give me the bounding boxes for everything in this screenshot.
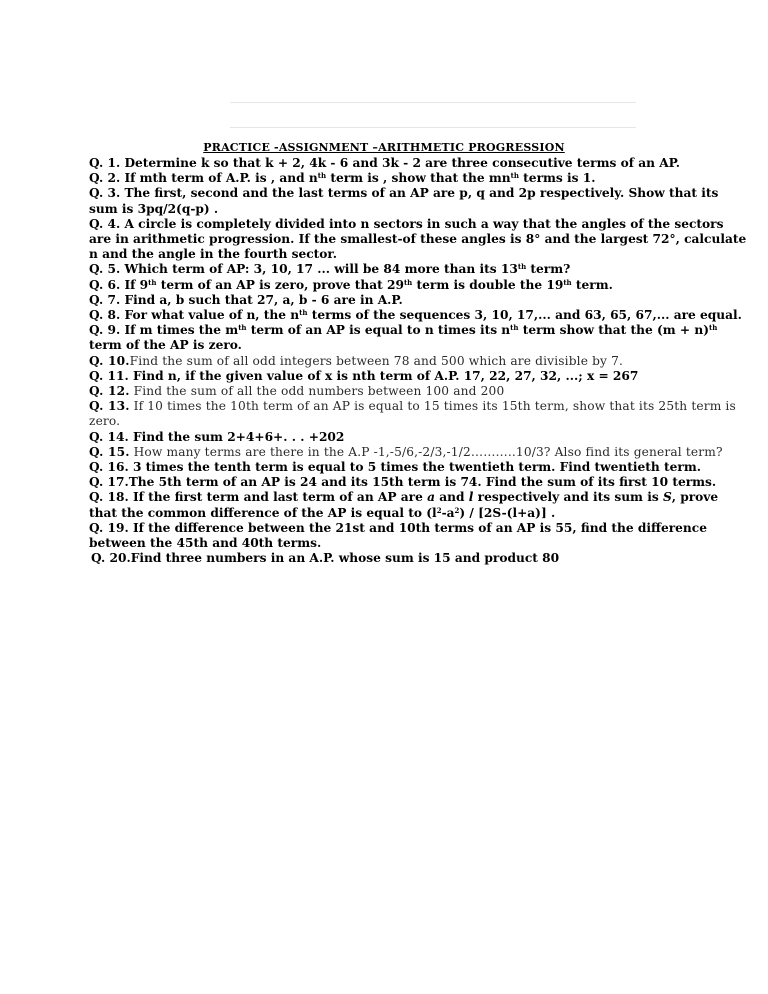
question-9: Q. 9. If m times the $m^{th}$ term of an AP is equal to n times its $n^{th}$ term show that the $(m + n)^{th}$ term of the AP is zero. <box>89 323 718 353</box>
question-1: Q. 1. Determine k so that k + 2, 4k - 6 and 3k - 2 are three consecutive terms of an AP. <box>89 156 681 170</box>
question-6: Q. 6. If 9th term of an AP is zero, prove that 29th term is double the 19th term. <box>89 277 613 292</box>
question-16: Q. 16. 3 times the tenth term is equal to 5 times the twentieth term. Find twentieth term. <box>89 460 701 475</box>
question-10: Q. 10.Find the sum of all odd integers between 78 and 500 which are divisible by 7. <box>89 353 624 368</box>
question-19: Q. 19. If the difference between the 21st and 10th terms of an AP is 55, find the difference between the 45th and 40th terms. <box>89 520 707 551</box>
question-20: Q. 20.Find three numbers in an A.P. whose sum is 15 and product 80 <box>91 551 560 566</box>
question-3: Q. 3. The first, second and the last terms of an AP are p, q and 2p respectively. Show that its sum is 3pq/2(q-p) . <box>89 186 719 216</box>
question-2: Q. 2. If mth term of A.P. is , and $n^{th}$ term is , show that the $mn^{th}$ terms is 1. <box>89 171 596 186</box>
header-rule-top <box>230 102 636 103</box>
question-18: Q. 18. If the first term and last term of an AP are a and l respectively and its sum is S, prove that the common difference of the AP is equal to $(l^2-a^2) / [2S-(l+a)]$ . <box>89 490 719 520</box>
question-5: Q. 5. Which term of AP: 3, 10, 17 ... will be 84 more than its 13th term? <box>89 262 571 277</box>
question-12: Q. 12. Find the sum of all the odd numbers between 100 and 200 <box>89 384 505 399</box>
question-17: Q. 17.The 5th term of an AP is 24 and its 15th term is 74. Find the sum of its first 10 terms. <box>89 475 717 490</box>
question-7: Q. 7. Find a, b such that 27, a, b - 6 are in A.P. <box>89 292 403 307</box>
page-title: PRACTICE -ASSIGNMENT –ARITHMETIC PROGRESSION <box>203 141 565 154</box>
header-rule-bottom <box>230 127 636 128</box>
question-15: Q. 15. How many terms are there in the A.P -1,-5/6,-2/3,-1/2………..10/3? Also find its general term? <box>89 444 723 459</box>
question-14: Q. 14. Find the sum 2+4+6+. . . +202 <box>89 429 345 444</box>
question-list <box>89 156 749 566</box>
question-8: Q. 8. For what value of n, the $n^{th}$ terms of the sequences 3, 10, 17,... and 63, 65, 67,... are equal. <box>89 308 742 323</box>
question-13: Q. 13. If 10 times the 10th term of an AP is equal to 15 times its 15th term, show that its 25th term is zero. <box>89 399 736 429</box>
question-11: Q. 11. Find n, if the given value of x is nth term of A.P. 17, 22, 27, 32, ...; x = 267 <box>89 368 639 383</box>
question-4: Q. 4. A circle is completely divided into n sectors in such a way that the angles of the sectors are in arithmetic progression. If the smallest-of these angles is 8° and the largest 72°, calculate n and the angle in the fourth sector. <box>89 216 747 262</box>
